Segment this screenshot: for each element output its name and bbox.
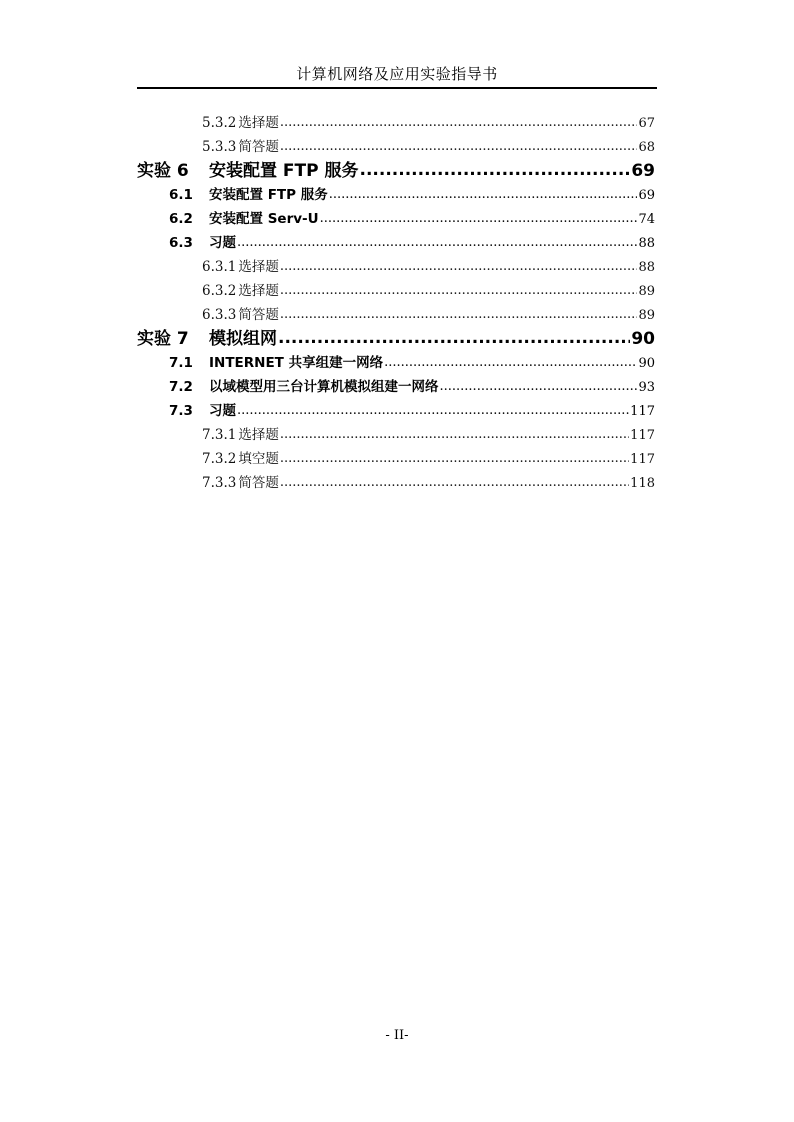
toc-dot-leader xyxy=(280,303,638,327)
toc-entry-page: 69 xyxy=(638,188,655,203)
toc-entry[interactable] xyxy=(137,423,655,447)
toc-entry[interactable] xyxy=(137,183,655,207)
toc-entry-title: 安装配置 FTP 服务 xyxy=(209,161,359,181)
toc-dot-leader xyxy=(384,351,637,375)
toc-dot-leader xyxy=(280,255,638,279)
toc-dot-leader xyxy=(237,399,629,423)
toc-entry[interactable] xyxy=(137,303,655,327)
toc-entry-number: 7.3.1 xyxy=(202,427,237,443)
toc-entry-number: 5.3.3 xyxy=(202,139,237,155)
toc-entry-title: 习题 xyxy=(209,403,236,419)
toc-entry-number: 实验 7 xyxy=(137,329,189,349)
toc-entry-title: 填空题 xyxy=(238,451,279,467)
toc-entry-number: 7.3.2 xyxy=(202,451,237,467)
toc-dot-leader xyxy=(280,111,638,135)
toc-entry-number: 6.1 xyxy=(169,187,193,203)
toc-entry-number: 7.3 xyxy=(169,403,193,419)
table-of-contents xyxy=(137,111,655,495)
toc-entry-page: 68 xyxy=(638,140,655,155)
toc-entry-title: 选择题 xyxy=(238,427,279,443)
toc-dot-leader xyxy=(280,471,629,495)
toc-entry-title: 选择题 xyxy=(238,283,279,299)
toc-entry-page: 89 xyxy=(638,284,655,299)
toc-dot-leader xyxy=(280,279,638,303)
toc-entry-title: 习题 xyxy=(209,235,236,251)
toc-entry-title: 简答题 xyxy=(238,307,279,323)
toc-entry-number: 7.1 xyxy=(169,355,193,371)
toc-entry-page: 117 xyxy=(630,428,655,443)
toc-entry[interactable] xyxy=(137,351,655,375)
toc-entry-title: 简答题 xyxy=(238,139,279,155)
toc-entry[interactable] xyxy=(137,159,655,183)
running-header: 计算机网络及应用实验指导书 xyxy=(296,65,498,83)
toc-entry[interactable] xyxy=(137,255,655,279)
toc-dot-leader xyxy=(237,231,637,255)
toc-entry[interactable] xyxy=(137,447,655,471)
toc-entry[interactable] xyxy=(137,399,655,423)
toc-entry[interactable] xyxy=(137,111,655,135)
toc-entry-page: 88 xyxy=(638,260,655,275)
toc-entry-title: 选择题 xyxy=(238,259,279,275)
toc-entry-page: 88 xyxy=(638,236,655,251)
toc-entry-number: 6.3.1 xyxy=(202,259,237,275)
toc-dot-leader xyxy=(440,375,638,399)
toc-entry[interactable] xyxy=(137,279,655,303)
toc-entry-number: 6.3.3 xyxy=(202,307,237,323)
toc-entry-number: 7.3.3 xyxy=(202,475,237,491)
toc-dot-leader xyxy=(278,326,630,350)
toc-dot-leader xyxy=(280,423,629,447)
toc-entry-page: 89 xyxy=(638,308,655,323)
toc-entry-title: 选择题 xyxy=(238,115,279,131)
toc-entry-title: 安装配置 FTP 服务 xyxy=(209,187,328,203)
toc-entry-number: 实验 6 xyxy=(137,161,189,181)
toc-entry[interactable] xyxy=(137,207,655,231)
toc-entry-page: 93 xyxy=(638,380,655,395)
toc-entry-title: INTERNET 共享组建一网络 xyxy=(209,355,384,371)
toc-entry-page: 118 xyxy=(630,476,655,491)
toc-entry-title: 简答题 xyxy=(238,475,279,491)
toc-dot-leader xyxy=(320,207,638,231)
toc-entry-page: 117 xyxy=(630,404,655,419)
toc-entry-page: 117 xyxy=(630,452,655,467)
toc-entry-page: 90 xyxy=(631,329,655,349)
toc-entry-title: 以域模型用三台计算机模拟组建一网络 xyxy=(209,379,439,395)
toc-entry-page: 67 xyxy=(638,116,655,131)
toc-entry[interactable] xyxy=(137,471,655,495)
toc-dot-leader xyxy=(329,183,638,207)
toc-entry-title: 模拟组网 xyxy=(209,329,277,349)
toc-entry-number: 6.2 xyxy=(169,211,193,227)
toc-entry-page: 69 xyxy=(631,161,655,181)
toc-entry[interactable] xyxy=(137,135,655,159)
toc-entry-number: 6.3 xyxy=(169,235,193,251)
page-number: - II- xyxy=(385,1028,409,1043)
toc-entry-page: 90 xyxy=(638,356,655,371)
toc-dot-leader xyxy=(280,447,629,471)
toc-entry-title: 安装配置 Serv-U xyxy=(209,211,319,227)
header-rule xyxy=(137,87,657,89)
toc-entry-number: 6.3.2 xyxy=(202,283,237,299)
toc-entry-number: 5.3.2 xyxy=(202,115,237,131)
toc-entry[interactable] xyxy=(137,327,655,351)
toc-entry-page: 74 xyxy=(638,212,655,227)
toc-entry[interactable] xyxy=(137,231,655,255)
toc-entry[interactable] xyxy=(137,375,655,399)
toc-dot-leader xyxy=(280,135,638,159)
toc-dot-leader xyxy=(360,158,631,182)
toc-entry-number: 7.2 xyxy=(169,379,193,395)
